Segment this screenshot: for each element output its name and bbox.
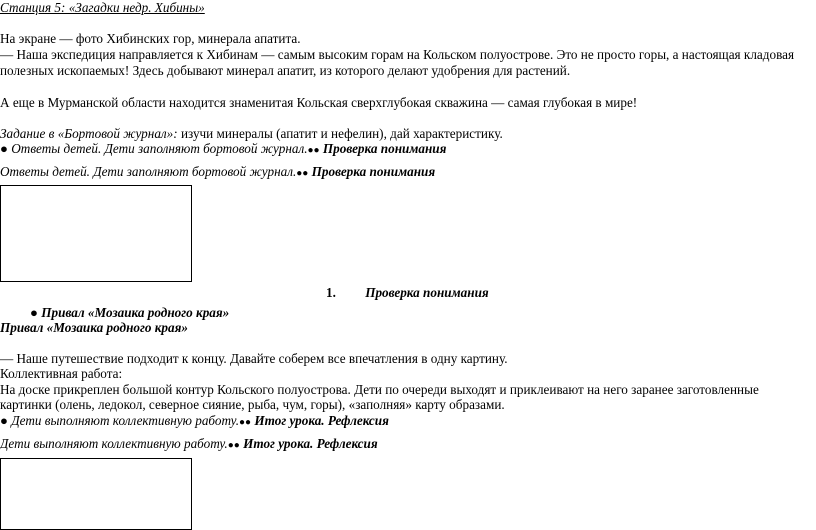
station-title: Станция 5: «Загадки недр. Хибины»	[0, 0, 205, 15]
answers-bulleted-line	[0, 141, 446, 160]
check-heading: Проверка понимания	[311, 164, 436, 179]
bullet-icon: ●	[30, 305, 38, 320]
collective-line	[0, 436, 378, 455]
check-heading: Проверка понимания	[322, 141, 447, 156]
numbered-check	[326, 285, 489, 302]
collective-bulleted-line	[0, 413, 389, 432]
screen-line: На экране — фото Хибинских гор, минерала апатита.	[0, 31, 301, 46]
halt-heading-line: Привал «Мозаика родного края»	[0, 320, 189, 335]
collective-done: Дети выполняют коллективную работу.	[11, 413, 239, 428]
collective-line-1: На доске прикреплен большой контур Кольского полуострова. Дети по очереди выходят и приклеивают на него заранее заготовленные	[0, 382, 759, 397]
answers-line	[0, 164, 435, 183]
halt-heading: Привал «Мозаика родного края»	[41, 305, 230, 320]
bullet-icon: ●	[0, 141, 8, 156]
bullets-icon: ●●	[227, 440, 240, 451]
collective-done: Дети выполняют коллективную работу.	[0, 436, 228, 451]
task-label: Задание в «Бортовой журнал»:	[0, 126, 178, 141]
intro-line-1: — Наша экспедиция направляется к Хибинам — самым высоким горам на Кольском полуострове. Это не просто горы, а настоящая кладовая	[0, 47, 795, 62]
summary-heading: Итог урока. Рефлексия	[254, 413, 389, 428]
summary-heading: Итог урока. Рефлексия	[243, 436, 378, 451]
bullets-icon: ●●	[307, 145, 320, 156]
collective-label: Коллективная работа:	[0, 366, 123, 381]
answers-text: Ответы детей. Дети заполняют бортовой журнал.	[11, 141, 308, 156]
image-placeholder-1	[0, 185, 192, 282]
check-heading: Проверка понимания	[365, 285, 489, 300]
collective-line-2: картинки (олень, ледокол, северное сияние, рыба, чум, горы), «заполняя» карту образами.	[0, 397, 505, 412]
bullet-icon: ●	[0, 413, 8, 428]
intro-line-2: полезных ископаемых! Здесь добывают минерал апатит, из которого делают удобрения для растений.	[0, 63, 571, 78]
answers-text: Ответы детей. Дети заполняют бортовой журнал.	[0, 164, 297, 179]
bullets-icon: ●●	[239, 417, 252, 428]
task-text: изучи минералы (апатит и нефелин), дай характеристику.	[177, 126, 503, 141]
image-placeholder-2	[0, 458, 192, 530]
murmansk-line: А еще в Мурманской области находится знаменитая Кольская сверхглубокая скважина — самая глубокая в мире!	[0, 95, 638, 110]
final-intro: — Наше путешествие подходит к концу. Давайте соберем все впечатления в одну картину.	[0, 351, 508, 366]
list-number: 1.	[326, 285, 336, 300]
bullets-icon: ●●	[296, 168, 309, 179]
